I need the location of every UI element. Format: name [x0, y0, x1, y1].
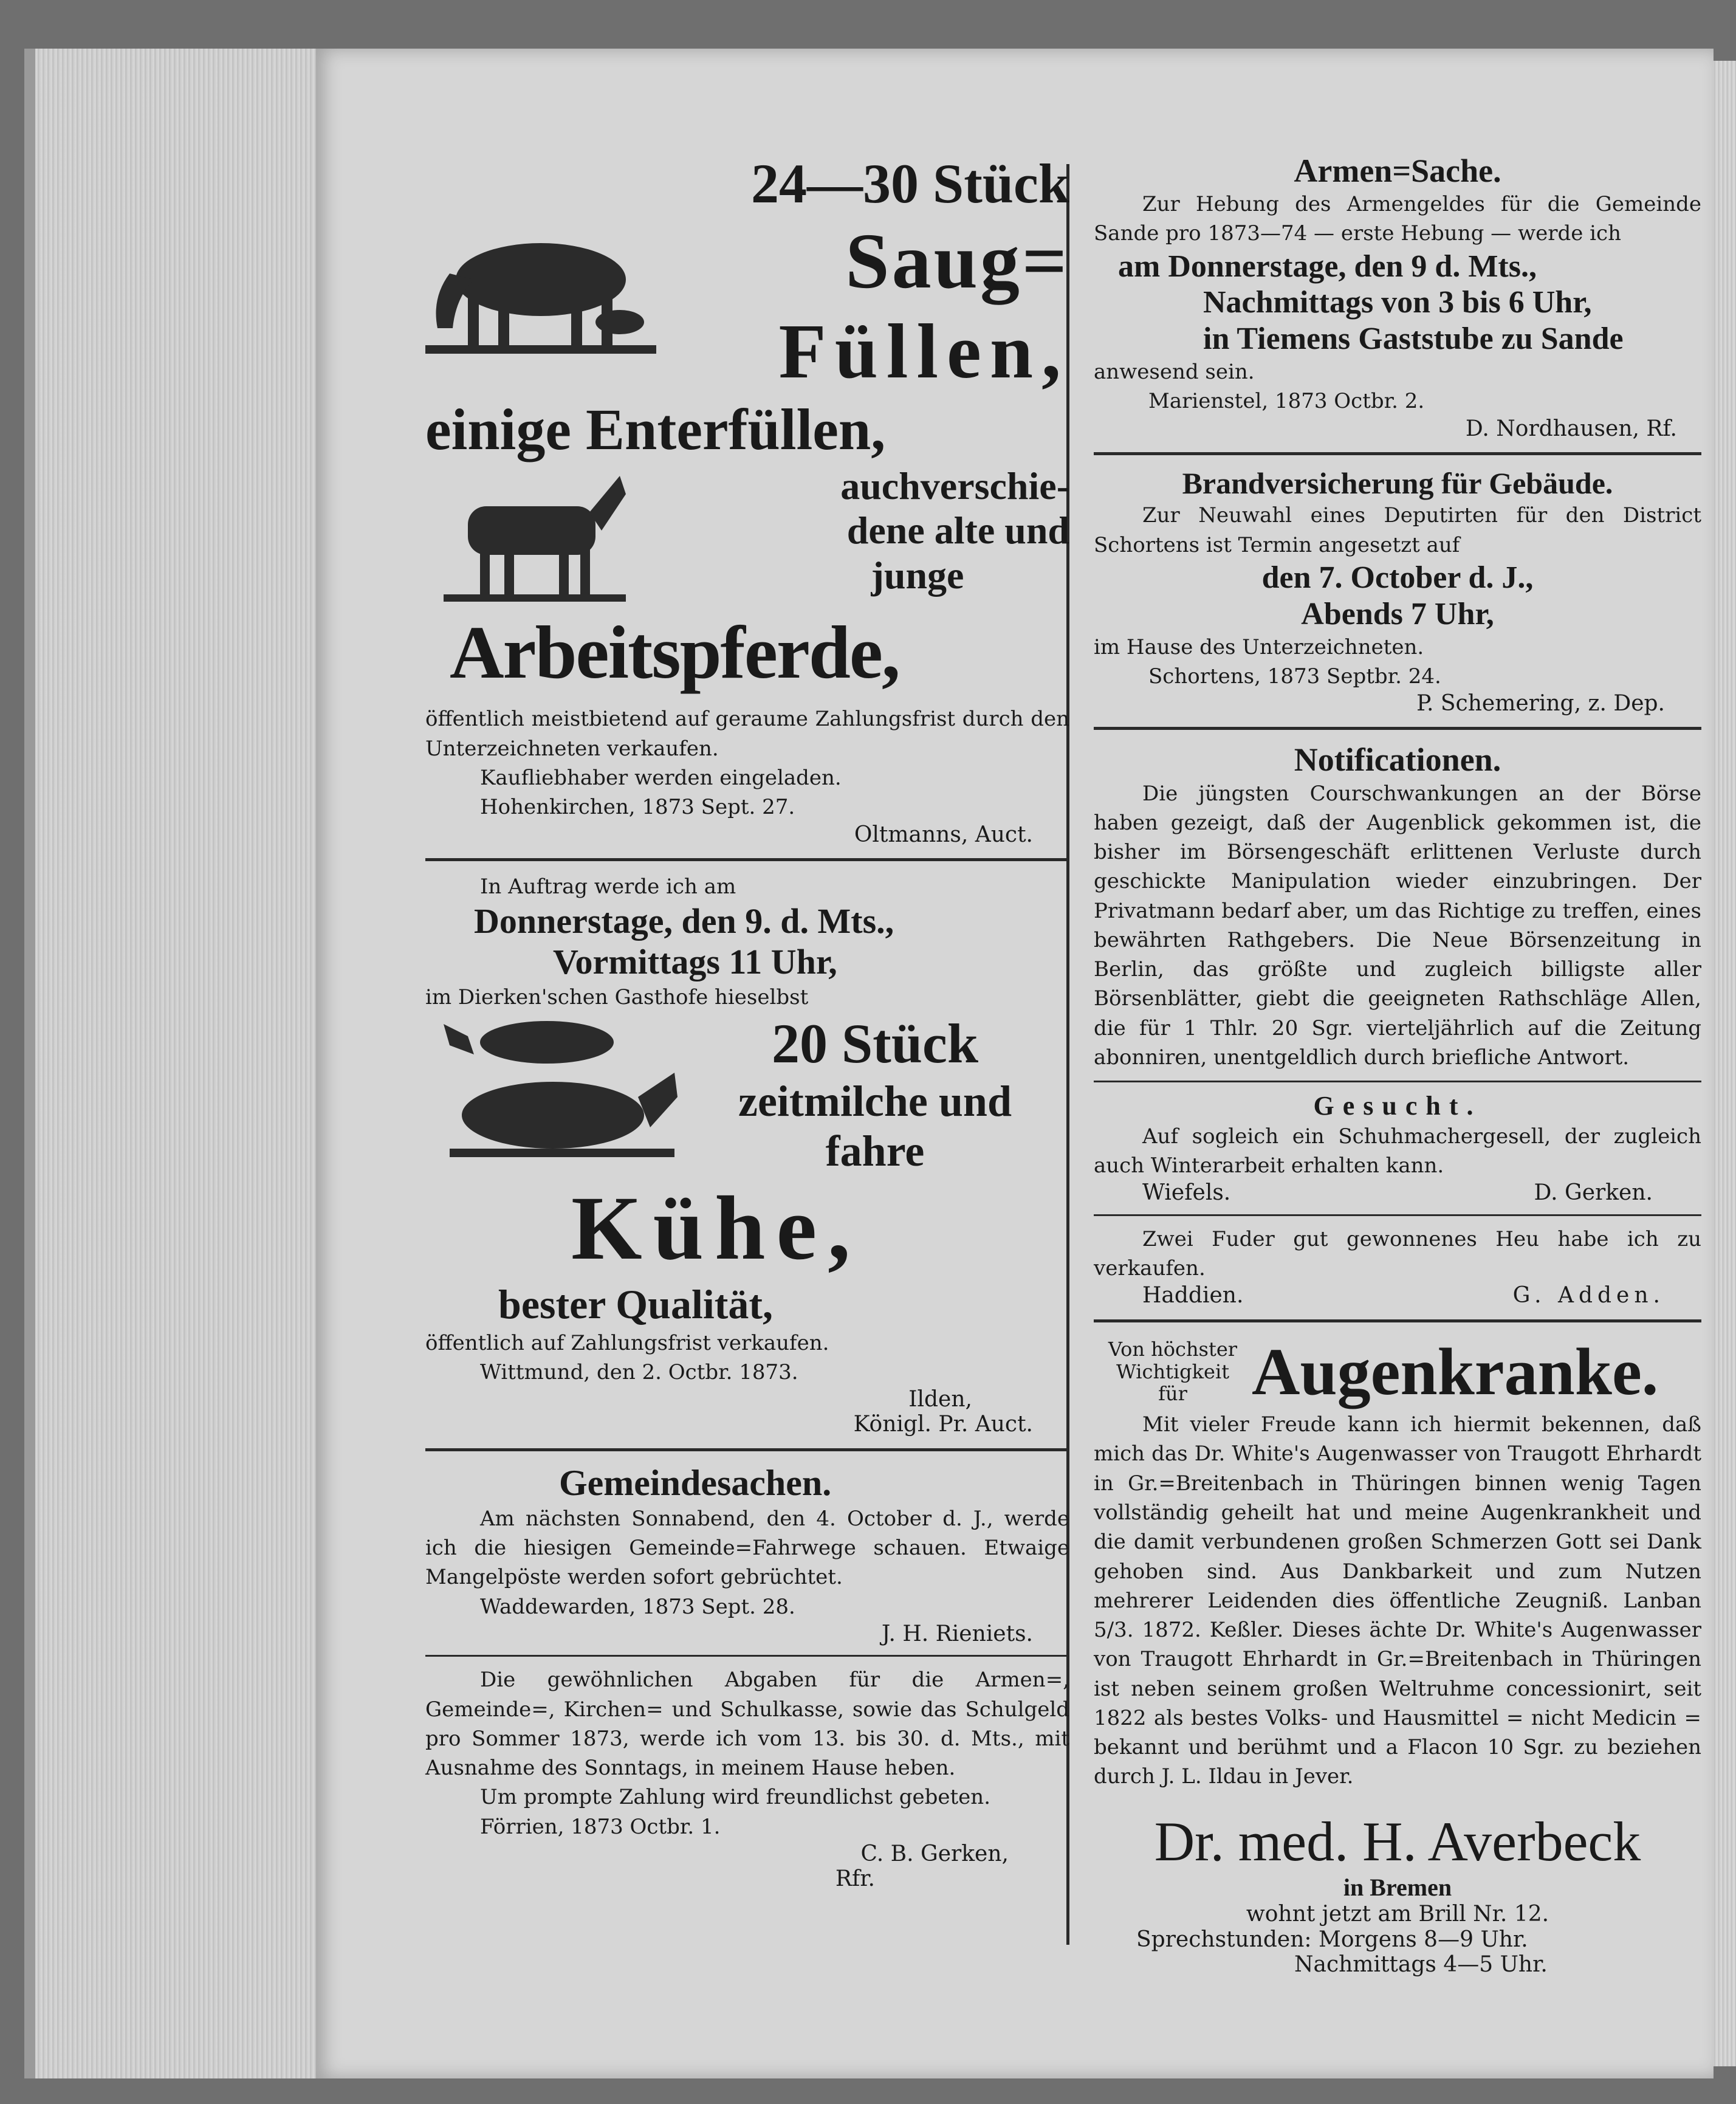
ad-signature: Oltmanns, Auct.: [854, 822, 1033, 847]
ad-dateline: Schortens, 1873 Septbr. 24.: [1148, 664, 1441, 689]
doctor-hours: Sprechstunden: Morgens 8—9 Uhr.: [1136, 1927, 1528, 1952]
ad-headline: Augenkranke.: [1252, 1334, 1659, 1409]
ad-body: Zur Neuwahl eines Deputirten für den District Schortens ist Termin angesetzt auf: [1094, 503, 1701, 557]
ad-body: im Hause des Unterzeichneten.: [1094, 634, 1424, 659]
ad-signature: Rfr.: [835, 1866, 875, 1892]
ad-preheading: Von höchster: [1108, 1337, 1238, 1361]
ad-body: Zur Hebung des Armengeldes für die Gemeinde Sande pro 1873—74 — erste Hebung — werde ich: [1094, 192, 1701, 246]
ad-body: Am nächsten Sonnabend, den 4. October d. J., werde ich die hiesigen Gemeinde=Fahrwege schauen. Etwaige Mangelpöste werden sofort gebrüchtet.: [425, 1506, 1069, 1590]
ad-signature: J. H. Rieniets.: [881, 1621, 1033, 1646]
horse-woodcut-icon: [425, 207, 656, 359]
ad-time: Nachmittags von 3 bis 6 Uhr,: [1203, 285, 1592, 320]
rule: [425, 1655, 1069, 1657]
newspaper-page: [316, 49, 1714, 2078]
ad-signature: D. Nordhausen, Rf.: [1465, 416, 1677, 441]
cow-woodcut-icon: [444, 1012, 681, 1164]
rule: [1094, 1214, 1701, 1216]
section-title: Gemeindesachen.: [559, 1462, 832, 1503]
ad-signature: P. Schemering, z. Dep.: [1416, 691, 1665, 717]
workhorse-woodcut-icon: [444, 470, 626, 603]
ad-body: Zwei Fuder gut gewonnenes Heu habe ich zu verkaufen.: [1094, 1226, 1701, 1281]
ad-signature: G. Adden.: [1512, 1283, 1665, 1308]
ad-headline: auchverschie-: [840, 464, 1069, 507]
ad-date: Donnerstage, den 9. d. Mts.,: [474, 901, 894, 941]
ad-dateline: Wittmund, den 2. Octbr. 1873.: [480, 1360, 798, 1384]
ad-signature: D. Gerken.: [1534, 1180, 1653, 1206]
ad-body: Mit vieler Freude kann ich hiermit bekennen, daß mich das Dr. White's Augenwasser von Traugott Ehrhardt in Gr.=Breitenbach in Thüringen binnen wenig Tagen vollständig geheilt hat und meine Augenkrankheit und die damit verbundenen großen Schmerzen Gott sei Dank gehoben sind. Aus Dankbarkeit und zum Nutzen mehrerer Leidenden dies öffentliche Zeugniß. Lanban 5/3. 1872. Keßler. Dieses ächte Dr. White's Augenwasser von Traugott Ehrhardt in Gr.=Breitenbach in Thüringen ist neben seinem großen Weltruhme concessionirt, seit 1822 als bestes Volks- und Hausmittel = nicht Medicin = bekannt und berühmt und a Flacon 10 Sgr. zu beziehen durch J. L. Ildau in Jever.: [1094, 1412, 1701, 1789]
ad-body: im Dierken'schen Gasthofe hieselbst: [425, 985, 809, 1009]
ad-dateline: Wiefels.: [1142, 1180, 1231, 1206]
rule: [1094, 727, 1701, 730]
ad-preheading: für: [1158, 1382, 1187, 1406]
ad-date: den 7. October d. J.,: [1261, 560, 1534, 595]
ad-body: öffentlich meistbietend auf geraume Zahlungsfrist durch den Unterzeichneten verkaufen.: [425, 707, 1069, 761]
rule: [1094, 1081, 1701, 1082]
ad-title: 24—30 Stück: [751, 153, 1069, 215]
ad-headline: fahre: [825, 1127, 925, 1176]
ad-dateline: Hohenkirchen, 1873 Sept. 27.: [480, 795, 795, 820]
ad-signature: C. B. Gerken,: [860, 1841, 1009, 1866]
ad-preheading: Wichtigkeit: [1116, 1360, 1230, 1383]
ad-body: Um prompte Zahlung wird freundlichst gebeten.: [480, 1785, 991, 1810]
ad-headline: Füllen,: [778, 308, 1069, 395]
rule: [425, 858, 1069, 861]
doctor-hours: Nachmittags 4—5 Uhr.: [1294, 1952, 1548, 1978]
ad-date: am Donnerstage, den 9 d. Mts.,: [1118, 249, 1537, 284]
ad-dateline: Marienstel, 1873 Octbr. 2.: [1148, 389, 1425, 414]
ad-body: Die jüngsten Courschwankungen an der Börse haben gezeigt, daß der Augenblick gekommen ist, die bisher im Börsengeschäft erlittenen Verluste durch geschickte Manipulation wieder einzubringen. Der Privatmann bedarf aber, um das Richtige zu treffen, eines bewährten Rathgebers. Die Neue Börsenzeitung in Berlin, das größte und zugleich billigste aller Börsenblätter, giebt die geeigneten Rathschläge Allen, die für 1 Thlr. 20 Sgr. vierteljährlich auf die Zeitung abonniren, unentgeldlich durch briefliche Antwort.: [1094, 781, 1701, 1070]
section-title: Armen=Sache.: [1294, 153, 1501, 189]
rule: [1094, 452, 1701, 455]
ad-headline: 20 Stück: [772, 1012, 978, 1074]
ad-headline: Saug=: [845, 217, 1069, 305]
ad-headline: junge: [871, 554, 964, 597]
ad-headline: bester Qualität,: [498, 1281, 774, 1328]
ad-body: anwesend sein.: [1094, 360, 1255, 385]
ad-signature: Ilden,: [908, 1387, 972, 1412]
ad-headline: einige Enterfüllen,: [425, 397, 886, 462]
ad-signature: Königl. Pr. Auct.: [853, 1412, 1033, 1437]
rule: [425, 1448, 1069, 1451]
right-column: [1094, 152, 1701, 1978]
ad-body: Auf sogleich ein Schuhmachergesell, der zugleich auch Winterarbeit erhalten kann.: [1094, 1124, 1701, 1178]
ad-headline: Kühe,: [571, 1177, 862, 1279]
ad-headline: Arbeitspferde,: [450, 610, 899, 694]
ad-place: in Tiemens Gaststube zu Sande: [1203, 321, 1624, 357]
doctor-city: in Bremen: [1343, 1874, 1452, 1902]
ad-body: Die gewöhnlichen Abgaben für die Armen=, Gemeinde=, Kirchen= und Schulkasse, sowie das Schulgeld pro Sommer 1873, werde ich vom 13. bis 30. d. Mts., mit Ausnahme des Sonntags, in meinem Hause heben.: [425, 1668, 1069, 1781]
ad-dateline: Haddien.: [1142, 1283, 1244, 1308]
book-page-edges-right: [1710, 61, 1736, 2066]
ad-time: Abends 7 Uhr,: [1301, 596, 1494, 631]
section-title: Brandversicherung für Gebäude.: [1182, 466, 1613, 500]
ad-headline: zeitmilche und: [738, 1076, 1012, 1126]
doctor-address: wohnt jetzt am Brill Nr. 12.: [1246, 1902, 1549, 1927]
doctor-name: Dr. med. H. Averbeck: [1154, 1810, 1641, 1872]
book-page-edges: [24, 49, 351, 2078]
ad-body: öffentlich auf Zahlungsfrist verkaufen.: [425, 1330, 829, 1355]
ad-body: Kaufliebhaber werden eingeladen.: [480, 766, 842, 790]
ad-dateline: Waddewarden, 1873 Sept. 28.: [480, 1594, 795, 1619]
rule: [1094, 1319, 1701, 1322]
section-title: Notificationen.: [1294, 741, 1501, 779]
section-title: Gesucht.: [1313, 1091, 1482, 1121]
ad-body: In Auftrag werde ich am: [480, 874, 736, 899]
ad-dateline: Förrien, 1873 Octbr. 1.: [480, 1814, 721, 1839]
ad-headline: dene alte und: [846, 509, 1069, 552]
ad-time: Vormittags 11 Uhr,: [553, 941, 837, 982]
left-column: [425, 152, 1069, 1892]
